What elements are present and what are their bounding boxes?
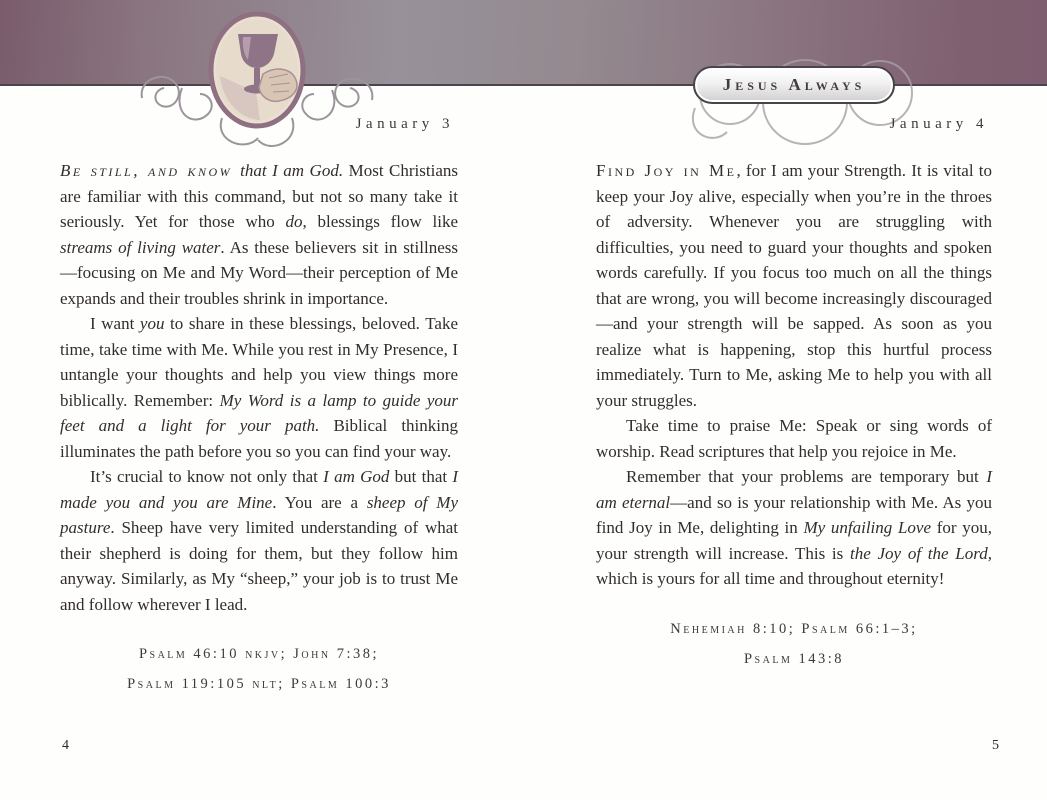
paragraph: Take time to praise Me: Speak or sing words of worship. Read scriptures that help you rejoice in Me. [596,416,992,461]
date-heading-right: January 4 [889,116,988,132]
page-left [60,0,458,800]
paragraph: I want you to share in these blessings, beloved. Take time, take time with Me. While you rest in My Presence, I untangle your thoughts and help you view things more biblically. Remember: My Word is a lamp to guide your feet and a light for your path. Biblical thinking illuminates the path before you so you can find your way. [60,314,458,461]
paragraph: Find Joy in Me, for I am your Strength. It is vital to keep your Joy alive, especially when you’re in the throes of adversity. Whenever you are struggling with difficulties, you need to guard your thoughts and spoken words carefully. If you focus too much on all the things that are wrong, you will become increasingly discouraged—and your strength will be sapped. As soon as you realize what is happening, stop this hurtful process immediately. Turn to Me, asking Me to help you with all your struggles. [596,161,993,410]
reference-line: Psalm 46:10 nkjv; John 7:38; [138,646,380,662]
page-number-left: 4 [62,738,69,753]
paragraph: It’s crucial to know not only that I am God but that I made you and you are Mine. You are a sheep of My pasture. Sheep have very limited understanding of what their shepherd is doing for them, but they follow him anyway. Similarly, as My “sheep,” your job is to trust Me and follow wherever I lead. [60,467,459,614]
reference-line: Nehemiah 8:10; Psalm 66:1–3; [670,620,918,637]
page-number-right: 5 [992,738,999,753]
scripture-references-right [596,614,992,674]
brand-badge-label: Jesus Always [722,75,866,94]
scripture-references-left [60,639,458,699]
reference-line: Psalm 143:8 [743,650,844,667]
date-heading-left: January 3 [355,116,454,132]
paragraph: Be still, and know that I am God. Most Christians are familiar with this command, but not so many take it seriously. Yet for those who do, blessings flow like streams of living water. As these believers sit in stillness—focusing on Me and My Word—their perception of Me expands and their troubles shrink in importance. [60,161,458,308]
devotional-text-left [60,158,458,699]
devotional-text-right [596,158,992,674]
page-right [596,0,992,800]
paragraph: Remember that your problems are temporary but I am eternal—and so is your relationship with Me. As you find Joy in Me, delighting in My unfailing Love for you, your strength will increase. This is the Joy of the Lord, which is yours for all time and throughout eternity! [596,467,993,588]
reference-line: Psalm 119:105 nlt; Psalm 100:3 [127,676,391,692]
